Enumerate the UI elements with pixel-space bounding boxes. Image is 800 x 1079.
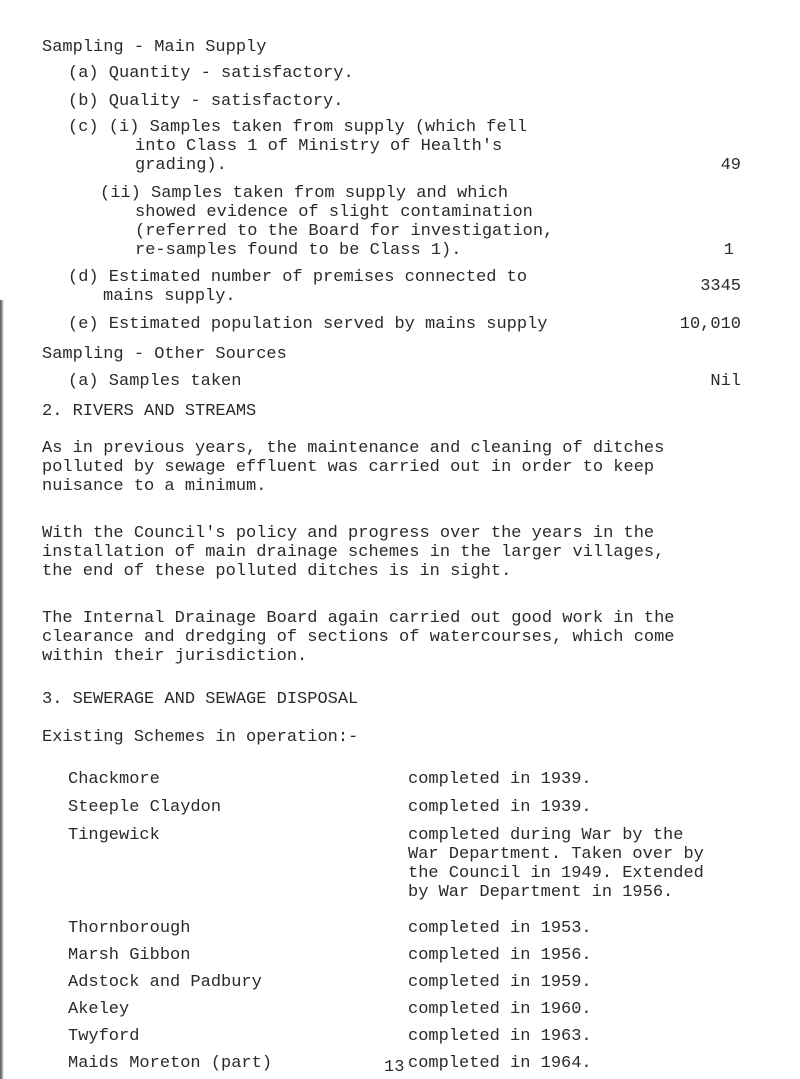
scheme-status: completed in 1960.: [408, 1000, 592, 1019]
rivers-p3-line-1: The Internal Drainage Board again carried out good work in the: [42, 609, 675, 628]
samples-class1-line-3: grading).: [135, 156, 227, 175]
other-samples-value: Nil: [710, 372, 741, 391]
scheme-name: Tingewick: [68, 826, 160, 845]
main-supply-heading: Sampling - Main Supply: [42, 38, 267, 57]
premises-line-1: (d) Estimated number of premises connected to: [68, 268, 528, 287]
rivers-p1-line-1: As in previous years, the maintenance and cleaning of ditches: [42, 439, 665, 458]
samples-contaminated-line-3: (referred to the Board for investigation,: [135, 222, 554, 241]
page-edge-shadow: [0, 300, 4, 1079]
samples-contaminated-value: 1: [723, 241, 734, 260]
scheme-name: Steeple Claydon: [68, 798, 222, 817]
page-number: 13: [384, 1058, 405, 1077]
samples-contaminated-line-4: re-samples found to be Class 1).: [135, 241, 462, 260]
scheme-name: Chackmore: [68, 770, 160, 789]
scheme-status: by War Department in 1956.: [408, 883, 674, 902]
rivers-p2-line-3: the end of these polluted ditches is in sight.: [42, 562, 512, 581]
rivers-p2-line-2: installation of main drainage schemes in the larger villages,: [42, 543, 665, 562]
rivers-p3-line-3: within their jurisdiction.: [42, 647, 308, 666]
schemes-intro: Existing Schemes in operation:-: [42, 728, 359, 747]
rivers-p3-line-2: clearance and dredging of sections of watercourses, which come: [42, 628, 675, 647]
premises-line-2: mains supply.: [103, 287, 236, 306]
rivers-heading: 2. RIVERS AND STREAMS: [42, 402, 257, 421]
scheme-status: completed in 1939.: [408, 798, 592, 817]
scheme-status: completed in 1956.: [408, 946, 592, 965]
samples-contaminated-line-2: showed evidence of slight contamination: [135, 203, 533, 222]
scheme-status: completed in 1953.: [408, 919, 592, 938]
rivers-p1-line-2: polluted by sewage effluent was carried out in order to keep: [42, 458, 655, 477]
scheme-name: Adstock and Padbury: [68, 973, 262, 992]
samples-class1-line-2: into Class 1 of Ministry of Health's: [135, 137, 503, 156]
scheme-status: completed in 1939.: [408, 770, 592, 789]
scheme-status: completed in 1959.: [408, 973, 592, 992]
scheme-status: the Council in 1949. Extended: [408, 864, 704, 883]
population-value: 10,010: [679, 315, 741, 334]
scheme-status: completed in 1964.: [408, 1054, 592, 1073]
premises-value: 3345: [700, 277, 741, 296]
scheme-name: Maids Moreton (part): [68, 1054, 273, 1073]
quantity-line: (a) Quantity - satisfactory.: [68, 64, 354, 83]
scheme-name: Marsh Gibbon: [68, 946, 191, 965]
samples-class1-line-1: (c) (i) Samples taken from supply (which fell: [68, 118, 528, 137]
scheme-status: War Department. Taken over by: [408, 845, 704, 864]
scheme-name: Akeley: [68, 1000, 130, 1019]
samples-contaminated-line-1: (ii) Samples taken from supply and which: [100, 184, 509, 203]
scheme-name: Twyford: [68, 1027, 140, 1046]
rivers-p1-line-3: nuisance to a minimum.: [42, 477, 267, 496]
rivers-p2-line-1: With the Council's policy and progress over the years in the: [42, 524, 655, 543]
other-samples-line: (a) Samples taken: [68, 372, 242, 391]
scheme-status: completed in 1963.: [408, 1027, 592, 1046]
scheme-name: Thornborough: [68, 919, 191, 938]
population-line: (e) Estimated population served by mains supply: [68, 315, 548, 334]
quality-line: (b) Quality - satisfactory.: [68, 92, 344, 111]
sewerage-heading: 3. SEWERAGE AND SEWAGE DISPOSAL: [42, 690, 359, 709]
samples-class1-value: 49: [720, 156, 741, 175]
scheme-status: completed during War by the: [408, 826, 684, 845]
other-sources-heading: Sampling - Other Sources: [42, 345, 287, 364]
